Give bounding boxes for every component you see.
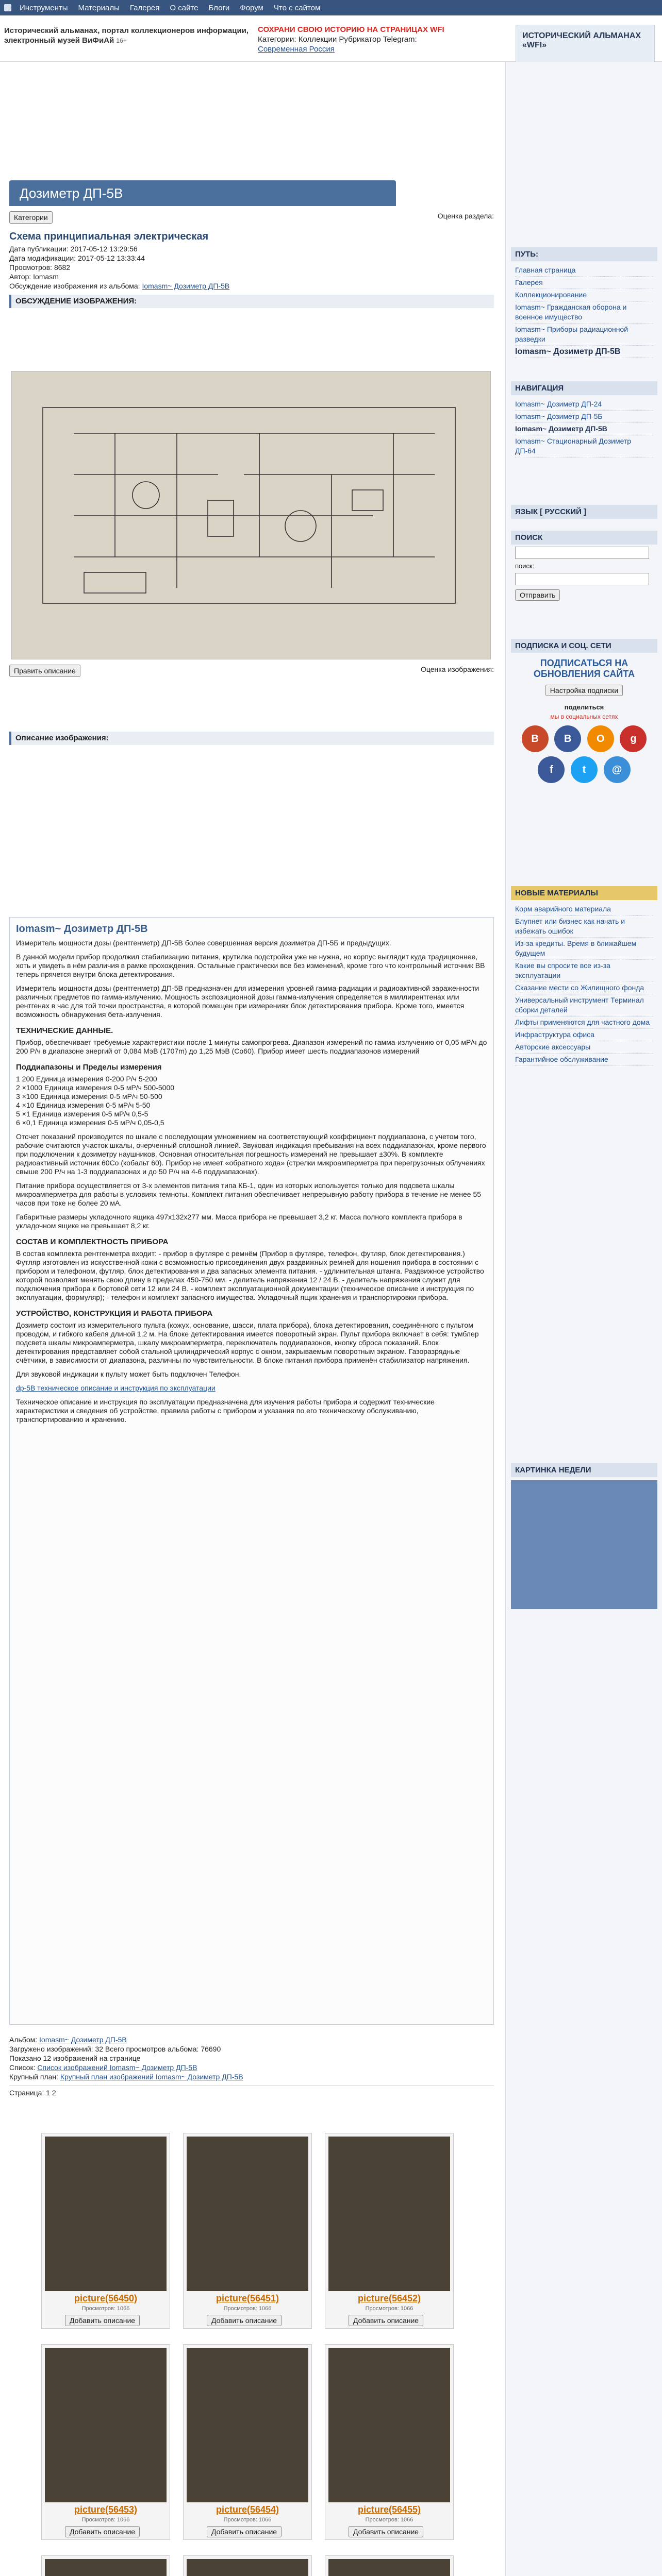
discuss-album-link[interactable]: Iomasm~ Дозиметр ДП-5В [142,282,230,290]
categories-button[interactable]: Категории [9,211,53,224]
section-rating: Оценка раздела: [437,212,494,220]
doc-link[interactable]: dp-5B техническое описание и инструкция по эксплуатации [16,1384,216,1392]
gallery-thumbnail[interactable] [187,2137,308,2291]
album-label: Альбом: [9,2036,38,2044]
gallery-card[interactable] [41,2344,170,2540]
article-para-2: В данной модели прибор продолжил стабилизацию питания, крутилка подстройки уже не нужна, но корпус выглядит куда традиционнее, хоть и увидеть в нём различия в рамке прохождения. Остальные практически все без изменений, кроме того что контрольный источник ВВ теперь прячется внутри блока детектирования. [16,953,485,978]
gallery-caption[interactable]: picture(56451) [216,2293,279,2303]
top-menu-about[interactable]: О сайте [170,3,198,12]
subscribe-settings-button[interactable]: Настройка подписки [545,685,623,696]
nav-item[interactable]: Iomasm~ Стационарный Дозиметр ДП-64 [515,435,653,457]
menu-icon[interactable] [4,4,11,11]
add-description-button[interactable]: Добавить описание [65,2526,140,2537]
subscribe-title[interactable]: ПОДПИСАТЬСЯ НА ОБНОВЛЕНИЯ САЙТА [533,658,635,679]
promo-title[interactable]: СОХРАНИ СВОЮ ИСТОРИЮ НА СТРАНИЦАХ WFI [258,25,444,34]
path-heading: ПУТЬ: [511,247,657,261]
add-description-button[interactable]: Добавить описание [65,2315,140,2326]
twitter-icon[interactable]: t [571,756,598,783]
schematic-drawing [12,371,490,659]
news-item[interactable]: Сказание мести со Жилищного фонда [515,982,653,994]
gallery-meta: Просмотров: 1066 [223,2517,272,2523]
news-item[interactable]: Авторские аксессуары [515,1041,653,1054]
gallery-thumbnail[interactable] [45,2348,167,2502]
gallery-caption[interactable]: picture(56455) [357,2504,421,2515]
album-info [9,2035,494,2097]
gallery-caption[interactable]: picture(56452) [357,2293,421,2303]
search-heading: ПОИСК [511,531,657,545]
range-item: 4 ×10 Единица измерения 0-5 мР/ч 5-50 [16,1101,151,1109]
categories-label: Категории: [258,35,296,44]
sidebar-week-picture [511,1463,657,1609]
discuss-line [9,281,494,291]
range-item: 3 ×100 Единица измерения 0-5 мР/ч 50-500 [16,1092,162,1100]
gallery-card[interactable] [41,2133,170,2329]
note-text: Отсчет показаний производится по шкале с последующим умножением на соответствующий коэффициент поддиапазона, с учетом того, рабочие считаются участок шкалы, очерченный сплошной линией. Звуковая индикация пребывания на всех поддиапазонах, кроме первого при подключении к дозиметру наушников. Основная относительная погрешность измерений не превышает ±30%. В комплекте радиоактивный источник 60Со (кобальт 60). Прибор не имеет «обратного хода» (стрелки микроамперметра при перегрузочных облучениях свыше 200 Р/ч на 1-3 поддиапазонах и до 50 Р/ч на 4-6 поддиапазонах). [16,1132,486,1176]
gallery-meta: Просмотров: 1066 [365,2306,413,2312]
gallery-meta: Просмотров: 1066 [81,2306,130,2312]
sidebar [505,62,662,2576]
doc-title: Схема принципиальная электрическая [9,231,209,242]
categories-value[interactable]: Коллекции Рубрикатор Telegram: [298,35,417,44]
search-label: поиск: [515,562,535,570]
gallery-thumbnail[interactable] [328,2137,450,2291]
gallery-thumbnail[interactable] [328,2348,450,2502]
sidebar-lang [511,505,657,519]
kit-text: В состав комплекта рентгенметра входит: - прибор в футляре с ремнём (Прибор в футляре, телефон, футляр, блок детектирования.) Футляр изготовлен из искусственной кожи с возможностью присоединения двух раздвижных ремней для ношения прибора в состоянии с прибором и телефоном, футляр, блок детектирования и два запасных элемента питания. - удлинительная штанга. Раздвижное устройство которой позволяет менять свою длину в пределах 450-750 мм. - делитель напряжения 12 / 24 В. - делитель напряжения служит для подключения прибора к бортовой сети 12 или 24 В. - комплект эксплуатационной документации (техническое описание и инструкция по эксплуатации, формуляр); - телефон и комплект запасного имущества. Укладочный ящик хранения и транспортировки прибора. [16,1249,484,1301]
sidebar-subscribe [511,639,657,785]
categories-link[interactable]: Современная Россия [258,45,335,54]
description-heading-block [9,732,494,745]
gallery-meta: Просмотров: 1066 [81,2517,130,2523]
range-item: 1 200 Единица измерения 0-200 Р/ч 5-200 [16,1075,157,1083]
gallery-card[interactable] [325,2555,454,2576]
gallery-thumbnail[interactable] [45,2559,167,2576]
article-intro: Измеритель мощности дозы (рентгенметр) ДП-5В более совершенная версия дозиметра ДП-5Б и предыдущих. [16,939,391,947]
kit-heading: СОСТАВ И КОМПЛЕКТНОСТЬ ПРИБОРА [16,1238,169,1246]
promo-block [258,25,526,54]
bigview-link[interactable]: Крупный план изображений Iomasm~ Дозиметр ДП-5В [60,2073,243,2081]
sidebar-nav [511,381,657,461]
list-label: Список: [9,2063,36,2072]
nav-item-current[interactable]: Iomasm~ Дозиметр ДП-5В [515,423,653,435]
path-item[interactable]: Iomasm~ Приборы радиационной разведки [515,324,653,346]
news-heading: НОВЫЕ МАТЕРИАЛЫ [511,886,657,900]
facebook-icon[interactable]: f [538,756,565,783]
gallery-grid [41,2133,454,2576]
week-heading: КАРТИНКА НЕДЕЛИ [511,1463,657,1477]
week-picture[interactable] [511,1480,657,1609]
modified-date: Дата модификации: 2017-05-12 13:33:44 [9,254,145,262]
blogger-icon[interactable]: B [522,725,549,752]
top-menu-gallery[interactable]: Галерея [129,3,160,12]
description-heading: Описание изображения: [9,732,494,745]
gallery-caption[interactable]: picture(56454) [216,2504,279,2515]
search-input[interactable] [515,547,649,559]
add-description-button[interactable]: Добавить описание [349,2526,423,2537]
age-badge: 16+ [116,37,127,44]
news-item[interactable]: Лифты применяются для частного дома [515,1016,653,1029]
nav-item[interactable]: Iomasm~ Дозиметр ДП-24 [515,398,653,411]
path-item[interactable]: Галерея [515,277,653,289]
gallery-meta: Просмотров: 1066 [365,2517,413,2523]
gallery-thumbnail[interactable] [187,2559,308,2576]
vk-icon[interactable]: В [554,725,581,752]
add-description-button[interactable]: Добавить описание [207,2526,282,2537]
view-count: Просмотров: 8682 [9,263,71,272]
gallery-card[interactable] [183,2133,312,2329]
ranges-heading: Поддиапазоны и Пределы измерения [16,1063,162,1072]
discuss-label: Обсуждение изображения из альбома: [9,282,140,290]
author: Автор: Iomasm [9,273,59,281]
site-logo[interactable]: ИСТОРИЧЕСКИЙ АЛЬМАНАХ «WFI» [516,25,655,66]
add-description-button[interactable]: Добавить описание [349,2315,423,2326]
article-title: Iomasm~ Дозиметр ДП-5В [16,923,148,935]
nav-item[interactable]: Iomasm~ Дозиметр ДП-5Б [515,411,653,423]
add-description-button[interactable]: Добавить описание [207,2315,282,2326]
gallery-card[interactable] [41,2555,170,2576]
nav-heading: НАВИГАЦИЯ [511,381,657,395]
tech-heading: ТЕХНИЧЕСКИЕ ДАННЫЕ. [16,1026,113,1035]
album-link[interactable]: Iomasm~ Дозиметр ДП-5В [39,2036,127,2044]
news-item[interactable]: Гарантийное обслуживание [515,1054,653,1066]
device-heading: УСТРОЙСТВО, КОНСТРУКЦИЯ И РАБОТА ПРИБОРА [16,1309,213,1318]
gallery-card[interactable] [183,2555,312,2576]
search-submit-button[interactable]: Отправить [515,589,560,601]
news-item[interactable]: Какие вы спросите все из-за эксплуатации [515,960,653,982]
google-icon[interactable]: g [620,725,647,752]
section-rating-row [9,211,494,224]
news-item[interactable]: Из-за кредиты. Время в ближайшем будущем [515,938,653,960]
news-item[interactable]: Универсальный инструмент Терминал сборки деталей [515,994,653,1016]
site-title-text[interactable]: Исторический альманах, портал коллекционеров информации, электронный музей ВиФиАй [4,26,249,45]
gallery-caption[interactable]: picture(56450) [74,2293,138,2303]
social-icons [511,720,657,785]
subscribe-heading: ПОДПИСКА И СОЦ. СЕТИ [511,639,657,653]
search-field[interactable] [515,573,649,585]
list-link[interactable]: Список изображений Iomasm~ Дозиметр ДП-5В [37,2063,197,2072]
article-body [9,917,494,2025]
site-title[interactable] [4,26,252,46]
sound-text: Для звуковой индикации к пульту может быть подключен Телефон. [16,1370,241,1378]
sidebar-path [511,247,657,361]
top-menu-materials[interactable]: Материалы [78,3,120,12]
gallery-thumbnail[interactable] [187,2348,308,2502]
shown-count: Показано 12 изображений на странице [9,2054,141,2062]
share-label: поделиться [564,703,604,711]
power-text: Питание прибора осуществляется от 3-х элементов питания типа КБ-1, один из которых используется только для подсвета шкалы микроамперметра для работы в условиях темноты. Комплект питания обеспечивает непрерывную работу прибора в течение не менее 55 часов при токе не более 20 мА. [16,1181,482,1207]
gallery-meta: Просмотров: 1066 [223,2306,272,2312]
range-item: 2 ×1000 Единица измерения 0-5 мР/ч 500-5000 [16,1083,175,1092]
pagination[interactable]: Страница: 1 2 [9,2086,494,2097]
album-stats: Загружено изображений: 32 Всего просмотров альбома: 76690 [9,2045,221,2053]
range-item: 6 ×0,1 Единица измерения 0-5 мР/ч 0,05-0,5 [16,1118,164,1127]
language-selector[interactable]: ЯЗЫК [ РУССКИЙ ] [511,505,657,519]
path-item[interactable]: Главная страница [515,264,653,277]
path-item[interactable]: Коллекционирование [515,289,653,301]
page-title: Дозиметр ДП-5В [9,180,396,206]
sidebar-news [511,886,657,1069]
gallery-thumbnail[interactable] [328,2559,450,2576]
path-item[interactable]: Iomasm~ Гражданская оборона и военное имущество [515,301,653,324]
discuss-heading: ОБСУЖДЕНИЕ ИЗОБРАЖЕНИЯ: [9,295,494,308]
news-item[interactable]: Блупнет или бизнес как начать и избежать ошибок [515,916,653,938]
article-para-3: Измеритель мощности дозы (рентгенметр) ДП-5В предназначен для измерения уровней гамма-радиации и радиоактивной зараженности различных предметов по гамма-излучению. Мощность экспозиционной дозы гамма-излучения определяется в миллирентгенах или рентгенах в час для той точки пространства, в которой помещен при измерениях блок детектирования прибора. Кроме того, имеется возможность обнаружения бета-излучения. [16,984,479,1019]
edit-description-button[interactable]: Править описание [9,665,80,677]
social-label: мы в социальных сетях [550,713,618,720]
published-date: Дата публикации: 2017-05-12 13:29:56 [9,245,138,253]
image-toolbar [9,665,494,677]
top-menu-bar [0,0,662,15]
image-rating: Оценка изображения: [420,665,494,673]
doc-meta [9,232,494,308]
gallery-card[interactable] [325,2133,454,2329]
path-current: Iomasm~ Дозиметр ДП-5В [515,346,653,358]
top-menu-blogs[interactable]: Блоги [208,3,230,12]
top-menu-tools[interactable]: Инструменты [20,3,68,12]
gallery-thumbnail[interactable] [45,2137,167,2291]
ok-icon[interactable]: О [587,725,614,752]
schematic-image[interactable] [11,371,491,659]
gallery-caption[interactable]: picture(56453) [74,2504,138,2515]
tech-text: Прибор, обеспечивает требуемые характеристики после 1 минуты самопрогрева. Диапазон измерений по гамма-излучению от 0,05 мР/ч до 200 Р/ч в диапазоне энергий от 0,084 МэВ (1707m) до 1,25 МэВ (Со60). Прибор имеет шесть поддиапазонов измерений [16,1038,487,1055]
top-menu-forum[interactable]: Форум [240,3,263,12]
dims-text: Габаритные размеры укладочного ящика 497х132х277 мм. Масса прибора не превышает 3,2 кг. Масса полного комплекта прибора в укладочном ящике не превышает 8,2 кг. [16,1213,462,1230]
device-text: Дозиметр состоит из измерительного пульта (кожух, основание, шасси, плата прибора), блока детектирования, соединённого с пультом проводом, и гибкого кабеля длиной 1,2 м. На блоке детектирования имеется поворотный экран. Пульт прибора включает в себя: тумблер подсвета шкалы микроамперметра, шкалу микроамперметра, переключатель поддиапазонов, кнопку сброса показаний. Блок детектирования представляет собой стальной цилиндрический корпус с окном, закрываемым поворотным экраном. Газоразрядные счётчики, в зависимости от диапазона, различны по чувствительности. В блоке питания прибора применён стабилизатор напряжения. [16,1321,479,1364]
range-item: 5 ×1 Единица измерения 0-5 мР/ч 0,5-5 [16,1110,148,1118]
news-item[interactable]: Инфраструктура офиса [515,1029,653,1041]
bigview-label: Крупный план: [9,2073,59,2081]
sidebar-search [511,531,657,603]
top-menu-status[interactable]: Что с сайтом [273,3,321,12]
doc-text: Техническое описание и инструкция по эксплуатации предназначена для изучения работы прибора и содержит технические характеристики и сведения об устройстве, правила работы с прибором и указания по его техническому обслуживанию, транспортированию и хранению. [16,1398,435,1423]
gallery-card[interactable] [325,2344,454,2540]
site-header [0,15,662,62]
news-item[interactable]: Корм аварийного материала [515,903,653,916]
gallery-card[interactable] [183,2344,312,2540]
mail-icon[interactable]: @ [604,756,631,783]
